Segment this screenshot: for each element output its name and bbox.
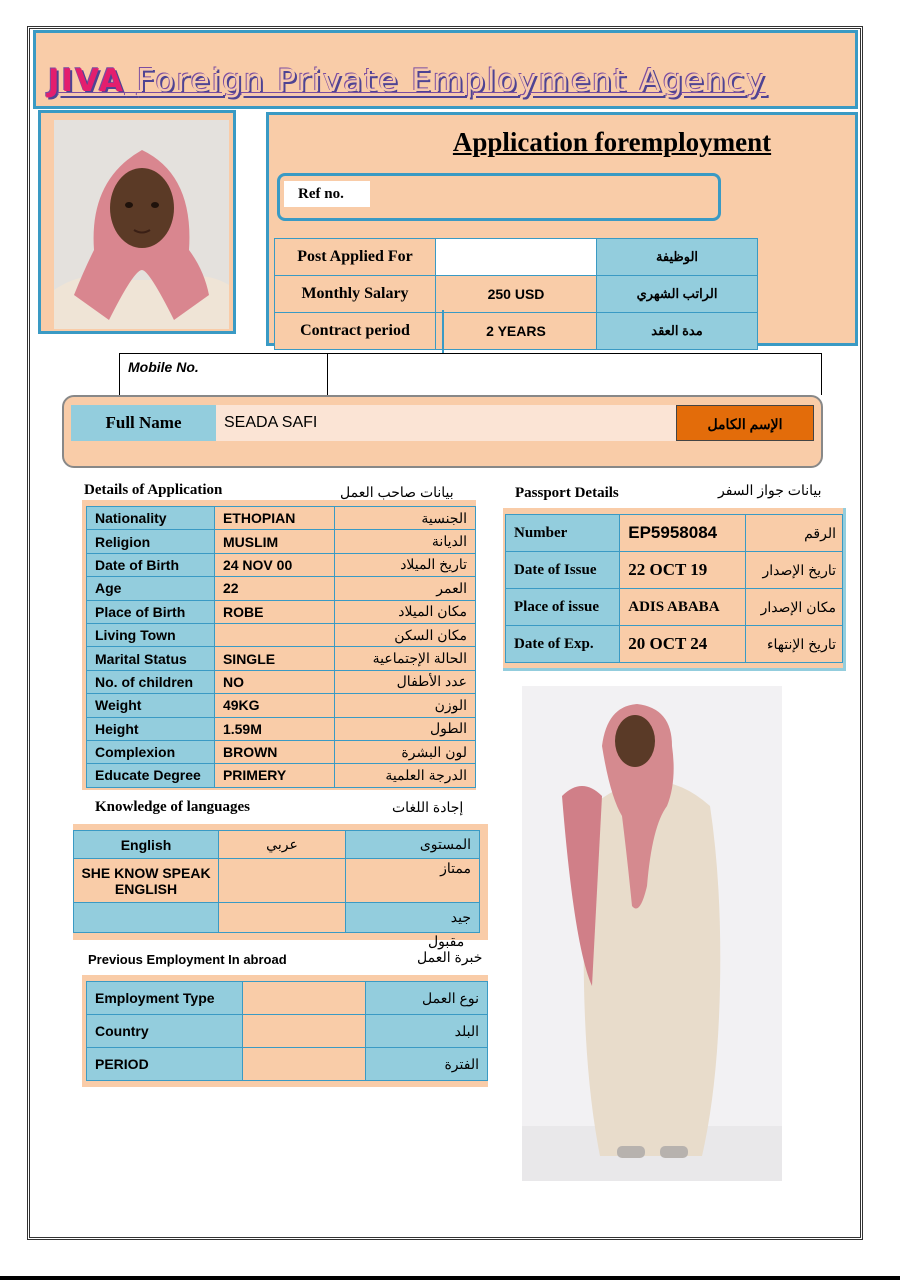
detail-label: Place of Birth (87, 600, 215, 623)
languages-heading-ar: إجادة اللغات (392, 799, 464, 815)
language-cell-ar: ممتاز (346, 859, 480, 903)
agency-header (33, 30, 858, 109)
table-row (87, 530, 476, 553)
passport-table (505, 514, 843, 663)
application-title: Application foremployment (452, 127, 772, 157)
detail-value (214, 623, 334, 646)
employment-section (82, 975, 488, 1087)
detail-label: Date of Birth (87, 553, 215, 576)
passport-label-ar: مكان الإصدار (746, 589, 843, 626)
language-cell (219, 903, 346, 933)
table-row (87, 1015, 488, 1048)
post-label: Post Applied For (275, 239, 436, 276)
portrait-photo (54, 120, 229, 329)
detail-value: ETHOPIAN (214, 507, 334, 530)
passport-label: Date of Exp. (506, 626, 620, 663)
table-row (275, 239, 758, 276)
detail-label: Educate Degree (87, 764, 215, 787)
employment-value (243, 1048, 366, 1081)
detail-label-ar: الوزن (334, 694, 475, 717)
portrait-photo-frame (38, 110, 236, 334)
detail-value: 1.59M (214, 717, 334, 740)
table-row (74, 831, 480, 859)
passport-value: 20 OCT 24 (620, 626, 746, 663)
table-row (506, 515, 843, 552)
language-cell (219, 859, 346, 903)
detail-value: MUSLIM (214, 530, 334, 553)
passport-value: 22 OCT 19 (620, 552, 746, 589)
details-heading-ar: بيانات صاحب العمل (340, 484, 454, 500)
detail-value: ROBE (214, 600, 334, 623)
details-section (82, 500, 476, 790)
detail-value: 49KG (214, 694, 334, 717)
languages-section (73, 824, 488, 940)
detail-value: SINGLE (214, 647, 334, 670)
table-row (87, 600, 476, 623)
detail-value: PRIMERY (214, 764, 334, 787)
passport-heading-ar: بيانات جواز السفر (718, 482, 822, 498)
mobile-divider (327, 353, 328, 395)
details-heading: Details of Application (84, 482, 223, 498)
detail-label: Living Town (87, 623, 215, 646)
employment-table (86, 981, 488, 1081)
agency-name: Foreign Private Employment Agency (136, 63, 767, 99)
table-row (506, 552, 843, 589)
detail-label: Marital Status (87, 647, 215, 670)
application-box (266, 112, 858, 346)
contract-value: 2 YEARS (436, 313, 597, 350)
detail-label-ar: مكان السكن (334, 623, 475, 646)
passport-label-ar: تاريخ الإنتهاء (746, 626, 843, 663)
contract-label-ar: مدة العقد (597, 313, 758, 350)
post-label-ar: الوظيفة (597, 239, 758, 276)
mobile-label: Mobile No. (128, 359, 199, 375)
salary-value: 250 USD (436, 276, 597, 313)
salary-label-ar: الراتب الشهري (597, 276, 758, 313)
full-name-value: SEADA SAFI (216, 405, 676, 441)
passport-label-ar: الرقم (746, 515, 843, 552)
table-row (506, 589, 843, 626)
contract-label: Contract period (275, 313, 436, 350)
full-name-label-ar: الإسم الكامل (676, 405, 814, 441)
employment-label: PERIOD (87, 1048, 243, 1081)
post-value (436, 239, 597, 276)
detail-label: No. of children (87, 670, 215, 693)
passport-label: Date of Issue (506, 552, 620, 589)
post-table (274, 238, 758, 350)
language-cell: SHE KNOW SPEAK ENGLISH (74, 859, 219, 903)
languages-table (73, 830, 480, 933)
passport-value: ADIS ABABA (620, 589, 746, 626)
table-row (506, 626, 843, 663)
language-cell-ar: جيد (346, 903, 480, 933)
detail-label-ar: العمر (334, 577, 475, 600)
language-cell-ar: المستوى (346, 831, 480, 859)
employment-heading: Previous Employment In abroad (88, 952, 287, 967)
detail-label-ar: الدرجة العلمية (334, 764, 475, 787)
salary-label: Monthly Salary (275, 276, 436, 313)
passport-heading: Passport Details (515, 485, 619, 501)
passport-label: Number (506, 515, 620, 552)
language-cell: عربي (219, 831, 346, 859)
employment-label-ar: الفترة (366, 1048, 488, 1081)
table-row (87, 982, 488, 1015)
mobile-row (119, 353, 822, 395)
detail-label-ar: الجنسية (334, 507, 475, 530)
table-row (74, 859, 480, 903)
agency-brand: JIVA (48, 63, 125, 99)
ref-number-label: Ref no. (284, 181, 370, 207)
table-row (74, 903, 480, 933)
details-table (86, 506, 476, 788)
language-level-acceptable: مقبول (428, 933, 465, 949)
detail-label-ar: عدد الأطفال (334, 670, 475, 693)
full-name-label: Full Name (71, 405, 216, 441)
table-row (87, 717, 476, 740)
employment-label-ar: نوع العمل (366, 982, 488, 1015)
table-row (87, 553, 476, 576)
employment-heading-ar: خبرة العمل (417, 949, 483, 965)
passport-value: EP5958084 (620, 515, 746, 552)
full-name-box (62, 395, 823, 468)
agency-title (48, 63, 767, 99)
page-bottom-rule (0, 1276, 900, 1280)
detail-label: Nationality (87, 507, 215, 530)
employment-label: Employment Type (87, 982, 243, 1015)
detail-value: 24 NOV 00 (214, 553, 334, 576)
full-body-photo (522, 686, 782, 1181)
passport-label-ar: تاريخ الإصدار (746, 552, 843, 589)
detail-label-ar: الديانة (334, 530, 475, 553)
detail-value: 22 (214, 577, 334, 600)
detail-label: Weight (87, 694, 215, 717)
language-cell: English (74, 831, 219, 859)
table-row (87, 764, 476, 787)
passport-section (503, 508, 846, 671)
table-row (87, 740, 476, 763)
table-row (87, 1048, 488, 1081)
detail-label: Complexion (87, 740, 215, 763)
ref-number-box (277, 173, 721, 221)
detail-label-ar: الحالة الإجتماعية (334, 647, 475, 670)
table-row (87, 647, 476, 670)
table-row (87, 694, 476, 717)
connector-line (442, 310, 444, 354)
languages-heading: Knowledge of languages (95, 799, 251, 815)
employment-value (243, 982, 366, 1015)
detail-label-ar: تاريخ الميلاد (334, 553, 475, 576)
detail-label: Age (87, 577, 215, 600)
table-row (87, 670, 476, 693)
employment-label: Country (87, 1015, 243, 1048)
table-row (275, 276, 758, 313)
detail-label-ar: لون البشرة (334, 740, 475, 763)
passport-label: Place of issue (506, 589, 620, 626)
employment-value (243, 1015, 366, 1048)
detail-label: Height (87, 717, 215, 740)
table-row (275, 313, 758, 350)
detail-label-ar: مكان الميلاد (334, 600, 475, 623)
table-row (87, 577, 476, 600)
table-row (87, 623, 476, 646)
detail-value: NO (214, 670, 334, 693)
table-row (87, 507, 476, 530)
language-cell (74, 903, 219, 933)
detail-label-ar: الطول (334, 717, 475, 740)
detail-value: BROWN (214, 740, 334, 763)
employment-label-ar: البلد (366, 1015, 488, 1048)
detail-label: Religion (87, 530, 215, 553)
